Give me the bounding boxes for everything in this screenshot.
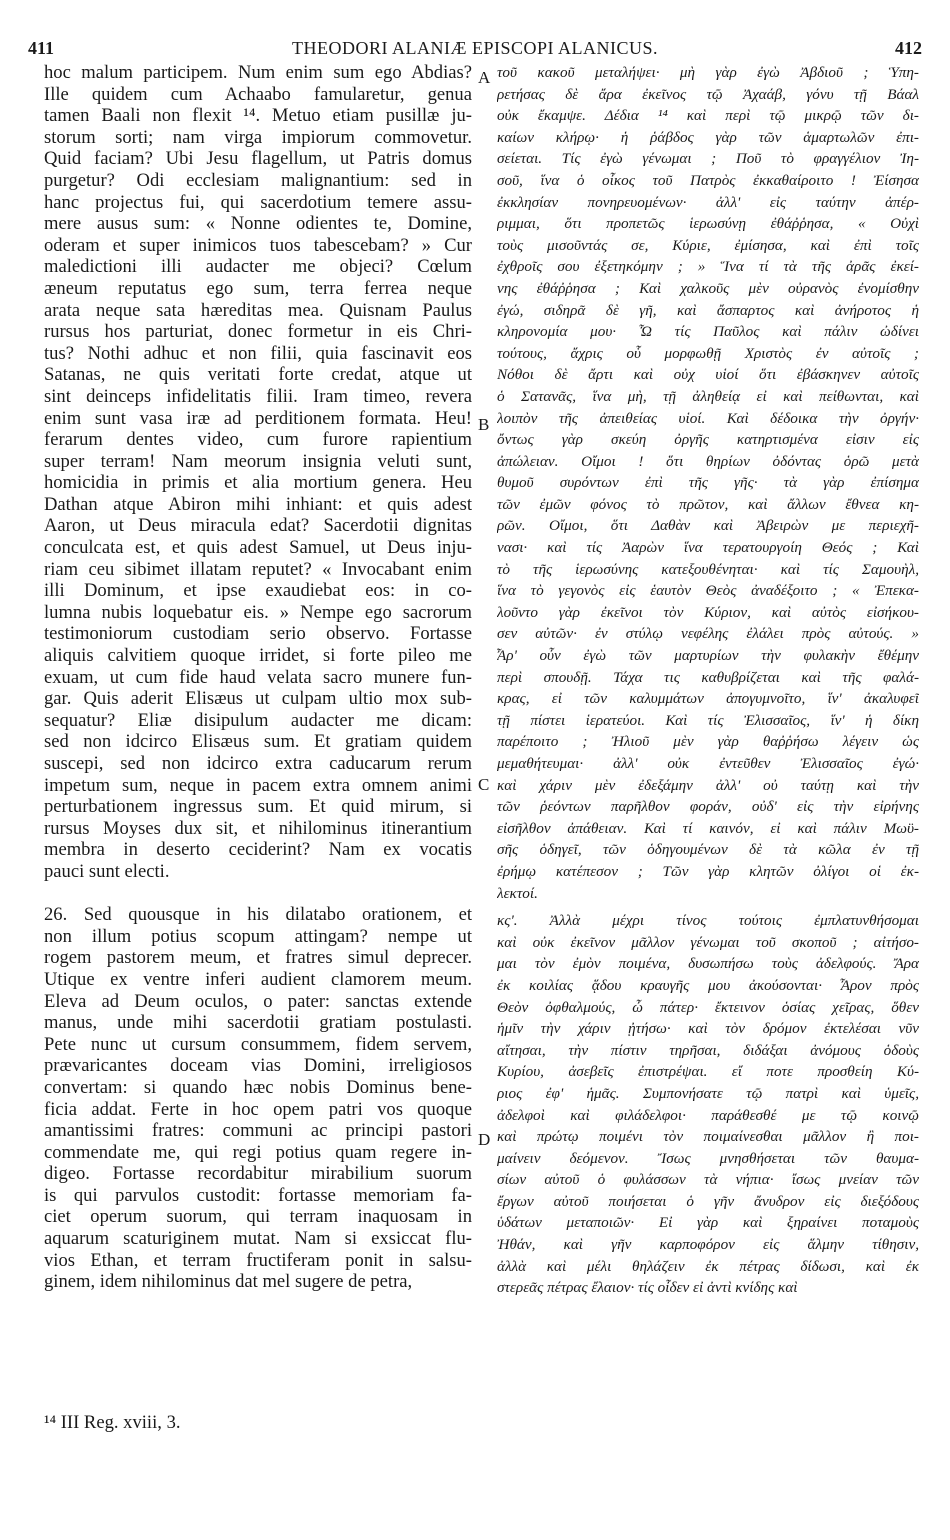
greek-line: στερεᾶς πέτρας ἔλαιον· τίς οἶδεν εἰ ἀντὶ κνίδης καὶ (497, 1279, 798, 1297)
greek-line: καὶ χάριν μὲν ἐδεξάμην ἀλλ' οὐ ταύτῃ καὶ τὴν (497, 776, 919, 794)
greek-line: ἐρήμῳ κατέπεσον ; Τῶν γὰρ κλητῶν ὀλίγοι οἱ ἐκ- (497, 862, 919, 880)
latin-line: commendate me, qui regi potius quam regere in- (44, 1141, 472, 1163)
greek-line: κς'. Ἀλλὰ μέχρι τίνος τούτοις ἐμπλατυνθήσομαι (497, 912, 919, 930)
latin-line: prævaricantes doceam vias Domini, irreligiosos (44, 1055, 472, 1077)
latin-line: ficia addat. Ferte in hoc opem patri vos quoque (44, 1098, 472, 1120)
latin-line: amantissimi fratres: communi ac principi pastori (44, 1120, 472, 1142)
greek-line: λοῦντο γὰρ ἐκεῖνοι τὸν Κύριον, καὶ αὐτὸς εἰσήκου- (497, 603, 919, 621)
latin-line: tus? Nothi adhuc et non filii, quia fascinavit eos (44, 342, 472, 364)
latin-line: storum sorti; nam virga impiorum commovetur. (44, 126, 472, 148)
latin-line: oderam et super inimicos tuos tabescebam? » Cur (44, 234, 472, 256)
left-page-number: 411 (28, 38, 55, 58)
latin-line: rursus Moyses dux sit, et nihilominus itinerantium (44, 817, 472, 839)
latin-line: rogem pastorem meum, et fratres simul deprecer. (44, 947, 472, 969)
latin-line: is qui parvulos custodit: fortasse memoriam fa- (44, 1184, 472, 1206)
latin-line: maledictioni illi audacter me objeci? Cœlum (44, 256, 472, 278)
latin-line: membra in deserto ceciderint? Nam ex vocatis (44, 839, 472, 861)
greek-line: ριος ἐφ' ἡμᾶς. Συμπονήσατε τῷ πατρὶ καὶ ὑμεῖς, (497, 1084, 919, 1102)
latin-line: Aaron, ut Deus miracula edat? Sacerdotii dignitas (44, 515, 472, 537)
latin-line: homicidia in primis et alia mortium genera. Heu (44, 472, 472, 494)
latin-line: rursus hos parturiat, donec formetur in eis Chri- (44, 321, 472, 343)
greek-line: νης ἐθάῤῥησα ; Καὶ χαλκοῦς μὲν οὐρανὸς ἐνομίσθην (497, 279, 919, 297)
greek-line: τὸ τῆς ἱερωσύνης κατεξουθένηται· καὶ τίς Σαμουὴλ, (497, 560, 919, 578)
greek-line: Ἠθάν, καὶ γῆν καρποφόρον εἰς ἅλμην τίθησιν, (497, 1236, 919, 1254)
latin-line: convertam: si quando hæc nobis Dominus bene- (44, 1076, 472, 1098)
latin-line: exuam, ut cum fide haud velata sacro munere fun- (44, 666, 472, 688)
running-header (28, 38, 922, 60)
latin-line: pauci sunt electi. (44, 860, 170, 882)
margin-marker-c: C (478, 775, 490, 794)
right-page-number: 412 (895, 38, 922, 58)
greek-line: ριμμαι, ὅτι προπετῶς ἱερωσύνῃ ἐθάῤῥησα, « Οὐχὶ (497, 215, 919, 233)
greek-line: ἐχθροῖς σου ἐξετηκόμην ; » Ἵνα τί τὰ τῆς ἀρᾶς ἐκεί- (497, 258, 919, 276)
greek-line: ἔργων αὐτοῦ ποιήσεται ὁ γῆν ἄνυδρον εἰς διεξόδους (497, 1192, 919, 1210)
greek-line: περὶ σπουδῇ. Τάχα τις καθυβρίζεται καὶ τῆς φαλά- (497, 668, 919, 686)
latin-line: hoc malum participem. Num enim sum ego Abdias? (44, 62, 472, 83)
greek-line: μαι τὸν ἐμὸν ποιμένα, δυσωπήσω τοὺς ἀδελφούς. Ἄρα (497, 955, 919, 973)
greek-line: τούτους, ἄχρις οὗ μορφωθῇ Χριστὸς ἐν αὐτοῖς ; (497, 344, 919, 362)
latin-line: perturbationem ingressus sum. Et quid mirum, si (44, 796, 472, 818)
greek-line: λεκτοί. (497, 884, 538, 902)
latin-line: illi Dominum, et ipse exaudiebat eos: in co- (44, 580, 472, 602)
latin-line: Quid faciam? Ubi Jesu flagellum, ut Patris domus (44, 148, 472, 170)
greek-line: Ἆρ' οὖν ἐγὼ τῶν μαρτυρίων τὴν φυλακὴν ἔθέμην (497, 647, 919, 665)
greek-line: αἴτησαι, τὴν πίστιν τηρῆσαι, διδάξαι ἀνόμους ὁδοὺς (497, 1041, 919, 1059)
greek-line: τοὺς μισοῦντάς σε, Κύριε, ἐμίσησα, καὶ ἐπὶ τοῖς (497, 236, 919, 254)
latin-line: suscepi, sed non idcirco extra caducarum rerum (44, 753, 472, 774)
latin-line: Utique ex ventre inferi audient clamorem meum. (44, 968, 472, 990)
latin-line: manus, unde mihi sacerdotii gratiam postulasti. (44, 1012, 472, 1034)
latin-line: Dathan atque Abiron mihi inhiant: et quis adest (44, 493, 472, 515)
greek-line: ἡμῖν τὴν χάριν ᾐτήσω· καὶ τὸν δρόμον ἐκτελέσαι νῦν (497, 1020, 919, 1038)
greek-line: σίων αὐτοῦ ὁ φυλάσσων τὰ νήπια· ἴσως μνείαν τῶν (497, 1171, 919, 1189)
latin-line: lumna nubis loquebatur eis. » Nempe ego sacrorum (44, 601, 472, 623)
greek-line: σοῦ, ἵνα ὁ οἶκος τοῦ Πατρὸς ἐκκαθαίροιτο ! Ἐίσησα (497, 171, 919, 189)
latin-line: Satanas, ne quis veritati forte credat, atque ut (44, 364, 472, 386)
greek-line: τῶν ῥεόντων παρῆλθον φοράν, οὐδ' εἰς τὴν εἰρήνης (497, 798, 919, 816)
latin-line: vios Ethan, et terram fructiferam ponit in salsu- (44, 1249, 472, 1271)
greek-line: κληρονομία μου· Ὦ τίς Παῦλος καὶ πάλιν ὠδίνει (497, 323, 919, 341)
greek-line: ἀδελφοὶ καὶ φιλάδελφοι· παράθεσθέ με τῷ κοινῷ (497, 1106, 919, 1124)
greek-line: λοιπὸν τῆς ἀπειθείας υἱοί. Καὶ δέδοικα τὴν ὀργήν· (497, 409, 919, 427)
latin-line: tamen Baali non flexit ¹⁴. Metuo etiam pusillæ ju- (44, 105, 472, 127)
greek-line: μαίνειν δεόμενον. Ἴσως μνησθήσεται τῶν θαυμα- (497, 1149, 919, 1167)
greek-line: εἰσῆλθον ἀπάθειαν. Καὶ τί καινόν, εἰ καὶ πάλιν Μωϋ- (497, 819, 919, 837)
greek-line: τῇ πίστει ἱερατεύοι. Καὶ τίς Ἐλισσαῖος, ἵν' ἡ δίκη (497, 711, 919, 729)
greek-line: καίων κλήρῳ· ἡ ῥάβδος γὰρ τῶν ἁμαρτωλῶν ἐπι- (497, 128, 919, 146)
greek-line: τοῦ κακοῦ μεταλήψει· μὴ γὰρ ἐγὼ Ἀβδιοῦ ; Ὑπη- (497, 64, 919, 81)
latin-line: aliquis calvitiem quoque irridet, si forte pileo me (44, 645, 472, 667)
latin-line: arata neque sata hæreditas mea. Quisnam Paulus (44, 299, 472, 321)
margin-marker-d: D (478, 1130, 491, 1149)
greek-line: Θεὸν ὀφθαλμούς, ὦ πάτερ· ἔκτεινον ὁσίας χεῖρας, ὅθεν (497, 998, 919, 1016)
latin-line: Eleva ad Deum oculos, o pater: sanctas extende (44, 990, 472, 1012)
latin-line: digeo. Fortasse recordabitur mirabilium suorum (44, 1163, 472, 1185)
greek-line: τῶν ἐμῶν φόνος τὸ πρῶτον, καὶ ἄλλων ἔθνεα κη- (497, 495, 919, 513)
latin-line: Ille quidem cum Achaabo famularetur, genua (44, 83, 472, 105)
latin-line: 26. Sed quousque in his dilatabo orationem, et (44, 904, 472, 926)
greek-line: Κυρίου, ἀσεβεῖς ἐπιστρέψαι. εἴ ποτε προσθείη Κύ- (497, 1063, 919, 1081)
greek-line: καὶ πρώτῳ ποιμένι τὸν ποιμαίνεσθαι μᾶλλον ἢ ποι- (497, 1128, 919, 1146)
greek-line: σῆς ὁδηγεῖ, τῶν ὁδηγουμένων δὲ τὰ κῶλα ἐν τῇ (497, 841, 919, 859)
greek-line: ἐκ κοιλίας ᾅδου κραυγῆς μου ἀκούσονται· Ἆρον πρὸς (497, 976, 919, 994)
latin-line: ferarum dentes video, cum furore rapientium (44, 429, 472, 451)
running-title: THEODORI ALANIÆ EPISCOPI ALANICUS. (291, 38, 658, 58)
greek-line: ἀλλὰ καὶ μέλι θηλάζειν ἐκ πέτρας δίδωσι, καὶ ἐκ (497, 1257, 919, 1275)
latin-line: hanc projectus fui, qui sacerdotium temere assu- (44, 191, 472, 213)
greek-line: θυμοῦ συρόντων ἐπὶ τῆς γῆς· τὰ γὰρ ἐπίσημα (497, 474, 919, 492)
greek-line: ὄντως γὰρ σκεύη ὀργῆς κατηρτισμένα εἰσιν εἰς (497, 431, 919, 449)
latin-line: ginem, idem nihilominus dat mel sugere de petra, (44, 1271, 413, 1293)
latin-line: testimoniorum custodiam serio observo. Fortasse (44, 623, 472, 645)
greek-line: ἀπώλειαν. Οἴμοι ! ὅτι θηρίων ὀδόντας ὁρῶ μετὰ (497, 452, 919, 470)
latin-line: aquarum scaturiginem mutat. Nam si exsiccat flu- (44, 1228, 472, 1250)
greek-line: ρετήσας δὲ ἄρα ἐκεῖνος τῷ Ἀχαάβ, γόνυ τῇ Βάαλ (497, 85, 919, 103)
latin-line: sint deinceps infidelitatis filii. Iram timeo, revera (44, 385, 472, 407)
greek-line: ὁ Σατανᾶς, ἵνα μὴ, τῇ ἀληθείᾳ εἰ καὶ πείθωνται, καὶ (497, 387, 919, 405)
latin-column (44, 62, 472, 1293)
latin-line: conculcata est, et quis adest Samuel, ut Deus inju- (44, 537, 472, 559)
greek-line: οὐκ ἔκαμψε. Δέδια ¹⁴ καὶ περὶ τῷ μικρῷ τῶν δι- (497, 107, 919, 125)
latin-line: sequatur? Eliæ disipulum audacter me dicam: (44, 709, 472, 731)
margin-marker-a: A (478, 68, 491, 87)
greek-line: νασι· καὶ τίς Ἀαρὼν ἵνα τερατουργοίη Θεός ; Καὶ (497, 539, 919, 557)
greek-line: ὑδάτων μεταποιῶν· Εἰ γὰρ καὶ ξηραίνει ποταμοὺς (497, 1214, 919, 1232)
greek-line: Νόθοι δὲ ἄρτι καὶ οὐχ υἱοί ὅτι ἐβάσκηνεν αὐτοῖς (497, 366, 919, 384)
greek-line: παρέποιτο ; Ἠλιοῦ μὲν γὰρ θαῤῥήσω λέγειν ὡς (497, 733, 919, 751)
latin-line: impetum sum, neque in pacem extra omnem animi (44, 774, 472, 796)
latin-line: non illum potius scopum attingam? nempe ut (44, 925, 472, 947)
margin-marker-b: B (478, 415, 490, 434)
greek-line: κρας, εἰ τῶν καλυμμάτων ἀπογυμνοῖτο, ἵν' ἀκαλυφεῖ (497, 690, 919, 708)
greek-line: σεν αὐτῶν· ἐν στύλῳ νεφέλης ἐλάλει πρὸς αὐτούς. » (497, 625, 919, 643)
latin-line: purgetur? Odi ecclesiam malignantium: sed in (44, 169, 472, 191)
latin-line: mere ausus sum: « Nonne odientes te, Domine, (44, 213, 472, 235)
greek-line: ρῶν. Οἴμοι, ὅτι Δαθὰν καὶ Ἀβειρὼν με περιεχῆ- (497, 517, 919, 535)
latin-line: riam ceu sibimet illatam reputet? « Invocabant enim (44, 558, 472, 580)
latin-line: gar. Quis aderit Elisæus ut culpam ultio mox sub- (44, 688, 472, 710)
latin-line: sed non idcirco Elisæus sum. Et gratiam quidem (44, 731, 472, 753)
latin-line: æneum reputatus ego sum, terra ferrea neque (44, 277, 472, 299)
greek-line: μεμαθήτευμαι· ἀλλ' οὐκ ἐντεῦθεν Ἐλισσαῖος ἐγώ· (497, 755, 919, 772)
greek-line: καὶ οὐκ ἐκεῖνον μᾶλλον γένωμαι τοῦ σκοποῦ ; αἰτήσο- (497, 933, 919, 951)
latin-line: Pete nunc ut cursum consummem, fidem servem, (44, 1033, 472, 1055)
latin-line: super terram! Nam meorum insignia veluti sunt, (44, 450, 472, 472)
greek-line: ἐγώ, σιδηρᾶ δὲ γῆ, καὶ ἄσπαρτος καὶ ἀνήροτος ἡ (497, 301, 919, 319)
footnote: ¹⁴ III Reg. xviii, 3. (44, 1412, 181, 1433)
greek-line: ἐκκλησίαν πονηρευομένων· ἀλλ' εἰς ταύτην ἀπέρ- (497, 193, 919, 211)
greek-column (497, 62, 919, 1299)
latin-line (44, 883, 472, 905)
greek-line: σείεται. Τίς ἐγὼ γένωμαι ; Ποῦ τὸ φραγγέλιον Ἰη- (497, 150, 919, 168)
latin-line: ciet operum suorum, qui terram inaquosam in (44, 1206, 472, 1228)
greek-line: ἵνα τὸ γεγονὸς εἰς ἑαυτὸν Θεὸς ἀναδέξοιτο ; « Ἐπεκα- (497, 582, 919, 600)
latin-line: enim sunt vasa iræ ad perditionem formata. Heu! (44, 407, 472, 429)
